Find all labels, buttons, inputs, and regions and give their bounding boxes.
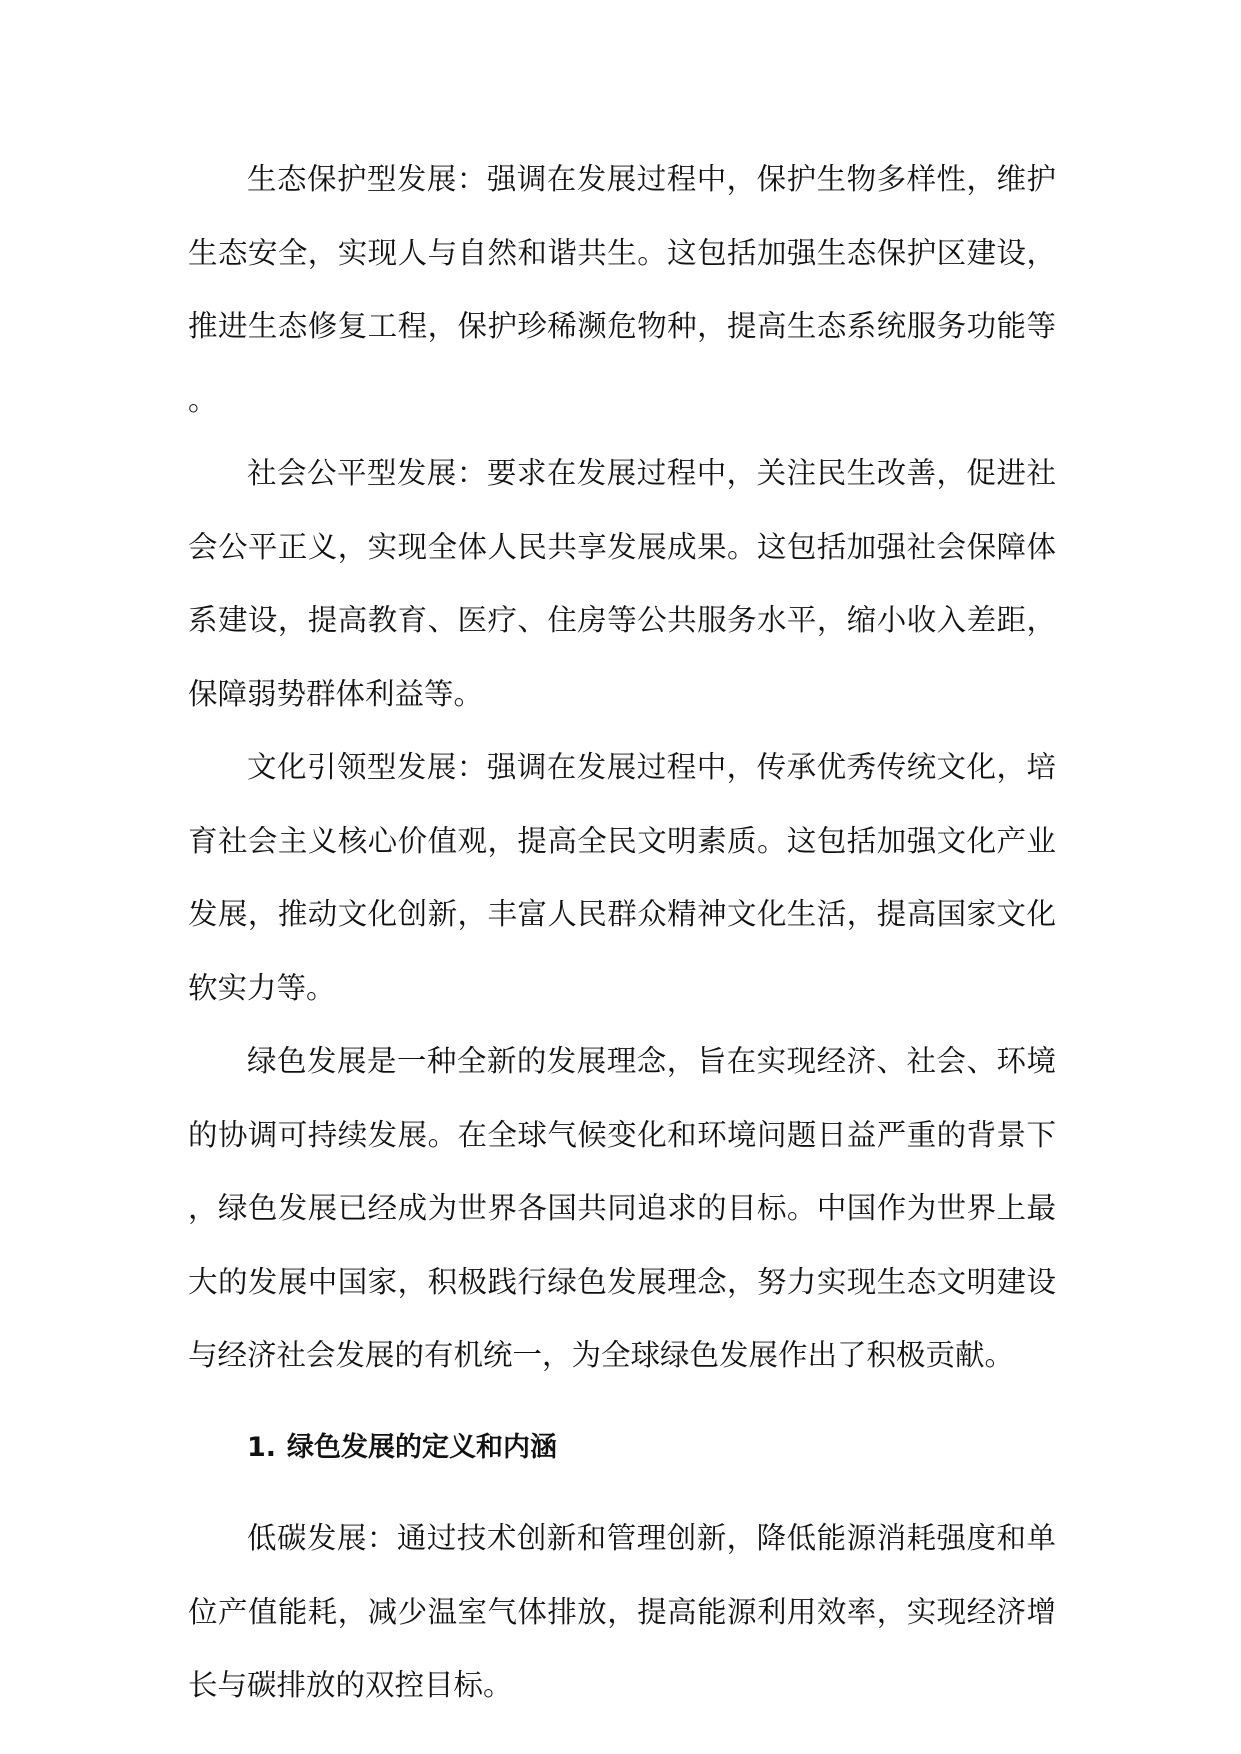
section-title: 绿色发展的定义和内涵 bbox=[287, 1431, 557, 1463]
paragraph-low-carbon: 低碳发展：通过技术创新和管理创新，降低能源消耗强度和单位产值能耗，减少温室气体排放，提高能源利用效率，实现经济增长与碳排放的双控目标。 bbox=[188, 1521, 1056, 1702]
section-number: 1. bbox=[247, 1431, 277, 1463]
section-heading bbox=[188, 1411, 1056, 1485]
document-body bbox=[188, 143, 1056, 1723]
paragraph-ecological-protection: 生态保护型发展：强调在发展过程中，保护生物多样性，维护生态安全，实现人与自然和谐共生。这包括加强生态保护区建设，推进生态修复工程，保护珍稀濒危物种，提高生态系统服务功能等。 bbox=[188, 162, 1056, 417]
paragraph-cultural-leadership: 文化引领型发展：强调在发展过程中，传承优秀传统文化，培育社会主义核心价值观，提高全民文明素质。这包括加强文化产业发展，推动文化创新，丰富人民群众精神文化生活，提高国家文化软实力等。 bbox=[188, 750, 1056, 1005]
paragraph-green-development-overview: 绿色发展是一种全新的发展理念，旨在实现经济、社会、环境的协调可持续发展。在全球气候变化和环境问题日益严重的背景下，绿色发展已经成为世界各国共同追求的目标。中国作为世界上最大的发展中国家，积极践行绿色发展理念，努力实现生态文明建设与经济社会发展的有机统一，为全球绿色发展作出了积极贡献。 bbox=[188, 1044, 1056, 1372]
paragraph-social-equity: 社会公平型发展：要求在发展过程中，关注民生改善，促进社会公平正义，实现全体人民共享发展成果。这包括加强社会保障体系建设，提高教育、医疗、住房等公共服务水平，缩小收入差距，保障弱势群体利益等。 bbox=[188, 456, 1056, 711]
